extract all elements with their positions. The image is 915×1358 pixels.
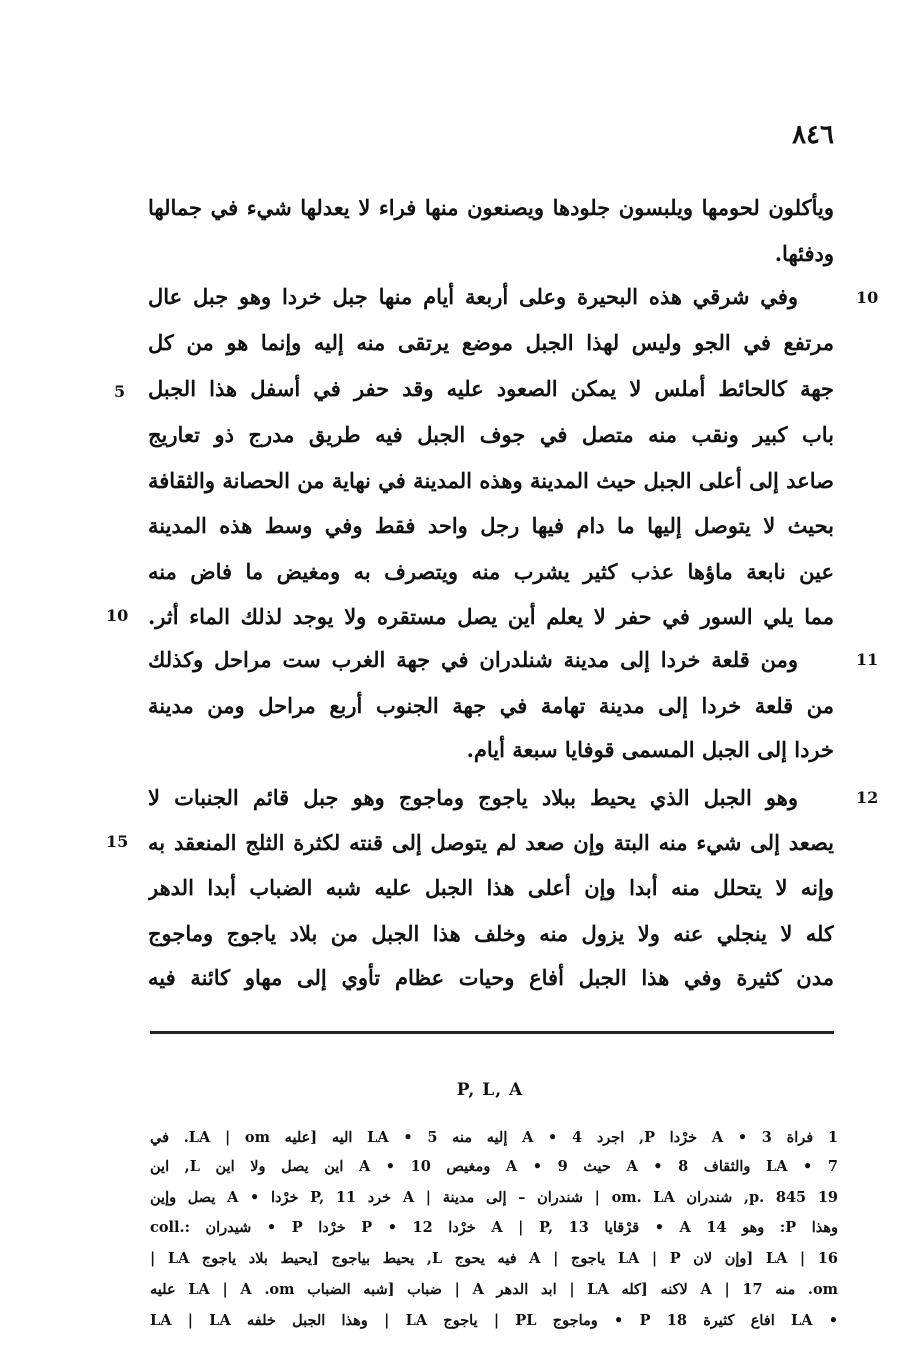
paragraph-number: 12 (856, 788, 879, 807)
apparatus-line: LA • 7 والثقاف A • 8 حيث A • 9 ومغيص A • 10 اين يصل ولا اين L, اين (150, 1158, 838, 1175)
text-line: خردا إلى الجبل المسمى قوفايا سبعة أيام. (466, 737, 834, 762)
text-line: من قلعة خردا إلى مدينة تهامة في جهة الجنوب أربع مراحل ومن مدينة (148, 693, 834, 718)
apparatus-line: وهذا P: وهو 14 A • قرْقايا A | P, 13 خرْدا P • 12 خرْدا P • شيدران :.coll (150, 1219, 838, 1236)
apparatus-line: LA | 16 [وإن لان LA | P ياجوج | A فيه يحوج L, يحيط بياجوج [يحيط بلاد ياجوج LA | (150, 1250, 838, 1267)
apparatus-line: 1 فراة A • 3 خرْدا P, اجرد A • 4 إليه منه LA • 5 اليه [عليه LA | om. في (150, 1129, 838, 1146)
apparatus-line: 19 p. 845, شندران om. LA | شندران – إلى مدينة | A خرد P, 11 خرْدا • A يصل وإين (150, 1189, 838, 1206)
text-line: كله لا ينجلي عنه ولا يزول منه وخلف هذا الجبل من بلاد ياجوج وماجوج (148, 921, 834, 946)
text-line: ودفئها. (774, 241, 834, 266)
text-line: وفي شرقي هذه البحيرة وعلى أربعة أيام منها جبل خردا وهو جبل عال (148, 284, 798, 309)
text-line: ويأكلون لحومها ويلبسون جلودها ويصنعون منها فراء لا يعدلها شيء في جمالها (148, 195, 834, 220)
line-number: 15 (106, 832, 129, 851)
paragraph-number: 10 (856, 288, 879, 307)
text-line: عين نابعة ماؤها عذب كثير يشرب منه ويتصرف به ومغيض ما فاض منه (148, 559, 834, 584)
text-line: وإنه لا يتحلل منه أبدا وإن أعلى هذا الجبل عليه شبه الضباب أبدا الدهر (148, 875, 834, 900)
paragraph-number: 11 (856, 650, 879, 669)
text-line: بحيث لا يتوصل إليها ما دام فيها رجل واحد فقط وفي وسط هذه المدينة (148, 513, 834, 538)
text-line: باب كبير ونقب منه متصل في جوف الجبل فيه طريق مدرج ذو تعاريج (148, 422, 834, 447)
line-number: 10 (106, 606, 129, 625)
text-line: صاعد إلى أعلى الجبل حيث المدينة وهذه المدينة في نهاية من الحصانة والثقافة (148, 468, 834, 493)
text-line: جهة كالحائط أملس لا يمكن الصعود عليه وقد حفر في أسفل هذا الجبل (148, 376, 834, 401)
footnote-rule (150, 1031, 834, 1034)
page-number: ٨٤٦ (792, 120, 834, 150)
text-line: ومن قلعة خردا إلى مدينة شنلدران في جهة الغرب ست مراحل وكذلك (148, 647, 798, 672)
apparatus-line: • LA افاع كثيرة 18 P • وماجوج PL | ياجوج LA | وهذا الجبل خلفه LA | LA (150, 1312, 838, 1329)
text-line: مما يلي السور في حفر لا يعلم أين يصل مستقره ولا يوجد لذلك الماء أثر. (148, 604, 834, 629)
text-line: وهو الجبل الذي يحيط ببلاد ياجوج وماجوج وهو جبل قائم الجنبات لا (148, 785, 798, 810)
text-line: مدن كثيرة وفي هذا الجبل أفاع وحيات عظام تأوي إلى مهاو كائنة فيه (148, 965, 834, 990)
apparatus-line: om. منه A | 17 لاكنه [كله LA | ابد الدهر A | ضباب [شبه الضباب LA | A .om عليه (150, 1281, 838, 1298)
line-number: 5 (114, 382, 126, 401)
text-line: مرتفع في الجو وليس لهذا الجبل موضع يرتقى منه إليه وإنما هو من كل (148, 330, 834, 355)
manuscript-sigla: P, L, A (456, 1080, 524, 1100)
text-line: يصعد إلى شيء منه البتة وإن صعد لم يتوصل إلى قنته لكثرة الثلج المنعقد به (148, 830, 834, 855)
